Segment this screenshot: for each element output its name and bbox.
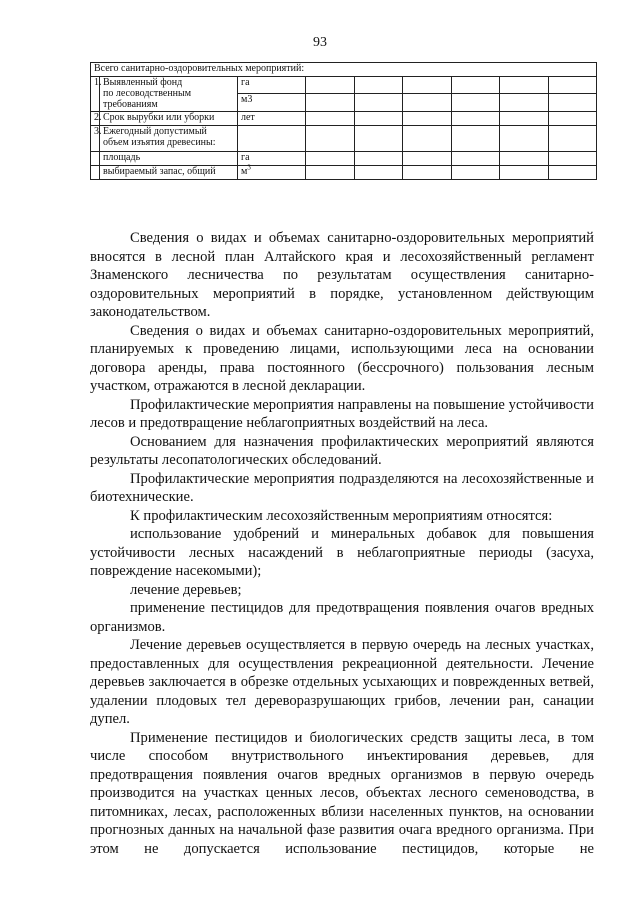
row-number: 2. xyxy=(91,112,100,126)
table-row xyxy=(91,126,597,152)
paragraph: Применение пестицидов и биологических средств защиты леса, в том числе способом внутриствольного инъектирования деревьев, для предотвращения появления очагов вредных организмов в первую очередь производится на участках ценных лесов, объектах лесного семеноводства, в питомниках, лесах, расположенных вблизи населенных пунктов, на основании прогнозных данных на начальной фазе развития очага вредного организма. При этом не допускается использование пестицидов, которые не xyxy=(90,729,594,857)
sanitary-measures-table xyxy=(90,62,597,180)
paragraph: Профилактические мероприятия направлены на повышение устойчивости лесов и предотвращение неблагоприятных воздействий на леса. xyxy=(90,396,594,431)
table-row xyxy=(91,112,597,126)
table-row xyxy=(91,77,597,94)
table-header-cell: Всего санитарно-оздоровительных мероприятий: xyxy=(91,63,597,77)
row-name-line: Выявленный фонд xyxy=(103,77,183,88)
row-name xyxy=(100,126,238,152)
table-row xyxy=(91,166,597,180)
row-unit: м3 xyxy=(238,94,306,112)
table-row xyxy=(91,152,597,166)
row-name: площадь xyxy=(100,152,238,166)
row-name: выбираемый запас, общий xyxy=(100,166,238,180)
row-unit: лет xyxy=(238,112,306,126)
body-text xyxy=(90,229,594,858)
paragraph: К профилактическим лесохозяйственным мероприятиям относятся: xyxy=(130,507,553,524)
paragraph: Сведения о видах и объемах санитарно-оздоровительных мероприятий вносятся в лесной план Алтайского края и лесохозяйственный регламент Знаменского лесничества по результатам осуществления санитарно-оздоровительных мероприятий в порядке, установленном действующим законодательством. xyxy=(90,230,594,320)
table-header-row xyxy=(91,63,597,77)
row-unit: га xyxy=(238,152,306,166)
unit-superscript: 3 xyxy=(247,163,251,172)
paragraph: использование удобрений и минеральных добавок для повышения устойчивости лесных насаждений в неблагоприятные периоды (засуха, повреждение насекомыми); xyxy=(90,526,594,579)
paragraph: лечение деревьев; xyxy=(130,581,242,598)
row-name-line: объем изъятия древесины: xyxy=(103,137,216,148)
paragraph: применение пестицидов для предотвращения появления очагов вредных организмов. xyxy=(90,600,594,635)
paragraph: Профилактические мероприятия подразделяются на лесохозяйственные и биотехнические. xyxy=(90,470,594,505)
row-name-line: требованиям xyxy=(103,99,158,110)
row-name-line: по лесоводственным xyxy=(103,88,192,99)
row-name-line: Ежегодный допустимый xyxy=(103,126,207,137)
row-name xyxy=(100,77,238,112)
row-unit xyxy=(238,163,306,180)
row-name: Срок вырубки или уборки xyxy=(100,112,238,126)
unit-base: м xyxy=(241,166,248,177)
paragraph: Лечение деревьев осуществляется в первую очередь на лесных участках, предоставленных для осуществления рекреационной деятельности. Лечение деревьев заключается в обрезке отдельных усыхающих и поврежденных ветвей, удалении плодовых тел дереворазрушающих грибов, лечении ран, санации дупел. xyxy=(90,637,594,727)
row-unit: га xyxy=(238,77,306,94)
paragraph: Основанием для назначения профилактических мероприятий являются результаты лесопатологических обследований. xyxy=(90,433,594,468)
row-number: 3. xyxy=(91,126,100,152)
row-number: 1. xyxy=(91,77,100,112)
page-number: 93 xyxy=(313,35,327,50)
paragraph: Сведения о видах и объемах санитарно-оздоровительных мероприятий, планируемых к проведению лицами, использующими леса на основании договора аренды, права постоянного (бессрочного) пользования лесным участком, отражаются в лесной декларации. xyxy=(90,322,594,394)
